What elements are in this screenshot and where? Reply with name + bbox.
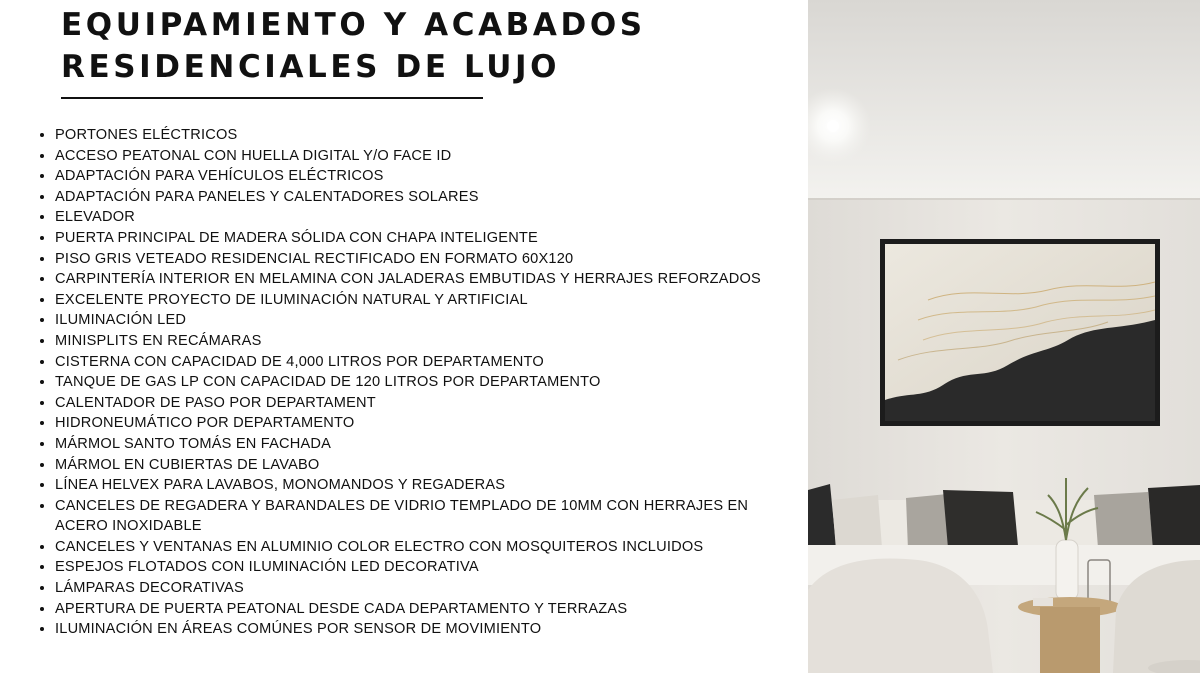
feature-item: • PUERTA PRINCIPAL DE MADERA SÓLIDA CON CHAPA INTELIGENTE: [55, 228, 795, 249]
feature-item: • MINISPLITS EN RECÁMARAS: [55, 331, 795, 352]
feature-item: • CANCELES Y VENTANAS EN ALUMINIO COLOR ELECTRO CON MOSQUITEROS INCLUIDOS: [55, 537, 795, 558]
feature-item: • CALENTADOR DE PASO POR DEPARTAMENT: [55, 393, 795, 414]
ceiling-light: [827, 120, 839, 132]
feature-item: • CARPINTERÍA INTERIOR EN MELAMINA CON JALADERAS EMBUTIDAS Y HERRAJES REFORZADOS: [55, 269, 795, 290]
feature-item: • PORTONES ELÉCTRICOS: [55, 125, 795, 146]
ceiling: [808, 0, 1200, 200]
feature-item: • HIDRONEUMÁTICO POR DEPARTAMENTO: [55, 413, 795, 434]
pillow-grey: [1094, 492, 1153, 548]
features-list: [38, 125, 795, 640]
pillow-dark: [1148, 485, 1200, 550]
feature-item: • ILUMINACIÓN LED: [55, 310, 795, 331]
feature-item: • ILUMINACIÓN EN ÁREAS COMÚNES POR SENSOR DE MOVIMIENTO: [55, 619, 795, 640]
feature-item: • LÁMPARAS DECORATIVAS: [55, 578, 795, 599]
page-title-line-2: RESIDENCIALES DE LUJO: [61, 49, 561, 85]
feature-item: • ESPEJOS FLOTADOS CON ILUMINACIÓN LED DECORATIVA: [55, 557, 795, 578]
title-underline: [61, 97, 483, 99]
feature-item: • ADAPTACIÓN PARA VEHÍCULOS ELÉCTRICOS: [55, 166, 795, 187]
vase: [1056, 540, 1078, 600]
feature-item: • LÍNEA HELVEX PARA LAVABOS, MONOMANDOS Y REGADERAS: [55, 475, 795, 496]
living-room-illustration: [808, 0, 1200, 673]
feature-item: • ADAPTACIÓN PARA PANELES Y CALENTADORES SOLARES: [55, 187, 795, 208]
page-title: [61, 4, 646, 88]
feature-item: • CISTERNA CON CAPACIDAD DE 4,000 LITROS POR DEPARTAMENTO: [55, 352, 795, 373]
pillow-dark: [943, 490, 1018, 548]
feature-item: • APERTURA DE PUERTA PEATONAL DESDE CADA DEPARTAMENTO Y TERRAZAS: [55, 599, 795, 620]
feature-item: • MÁRMOL EN CUBIERTAS DE LAVABO: [55, 455, 795, 476]
pillow-light: [832, 495, 882, 550]
books: [1033, 598, 1053, 606]
feature-item: • ELEVADOR: [55, 207, 795, 228]
feature-item: • ACCESO PEATONAL CON HUELLA DIGITAL Y/O FACE ID: [55, 146, 795, 167]
feature-item: • TANQUE DE GAS LP CON CAPACIDAD DE 120 LITROS POR DEPARTAMENTO: [55, 372, 795, 393]
interior-photo: [808, 0, 1200, 673]
page-title-line-1: EQUIPAMIENTO Y ACABADOS: [61, 7, 646, 43]
feature-item: • MÁRMOL SANTO TOMÁS EN FACHADA: [55, 434, 795, 455]
feature-item: • PISO GRIS VETEADO RESIDENCIAL RECTIFICADO EN FORMATO 60X120: [55, 249, 795, 270]
feature-item: • EXCELENTE PROYECTO DE ILUMINACIÓN NATURAL Y ARTIFICIAL: [55, 290, 795, 311]
feature-item: • CANCELES DE REGADERA Y BARANDALES DE VIDRIO TEMPLADO DE 10MM CON HERRAJES EN ACERO INOXIDABLE: [55, 496, 795, 537]
